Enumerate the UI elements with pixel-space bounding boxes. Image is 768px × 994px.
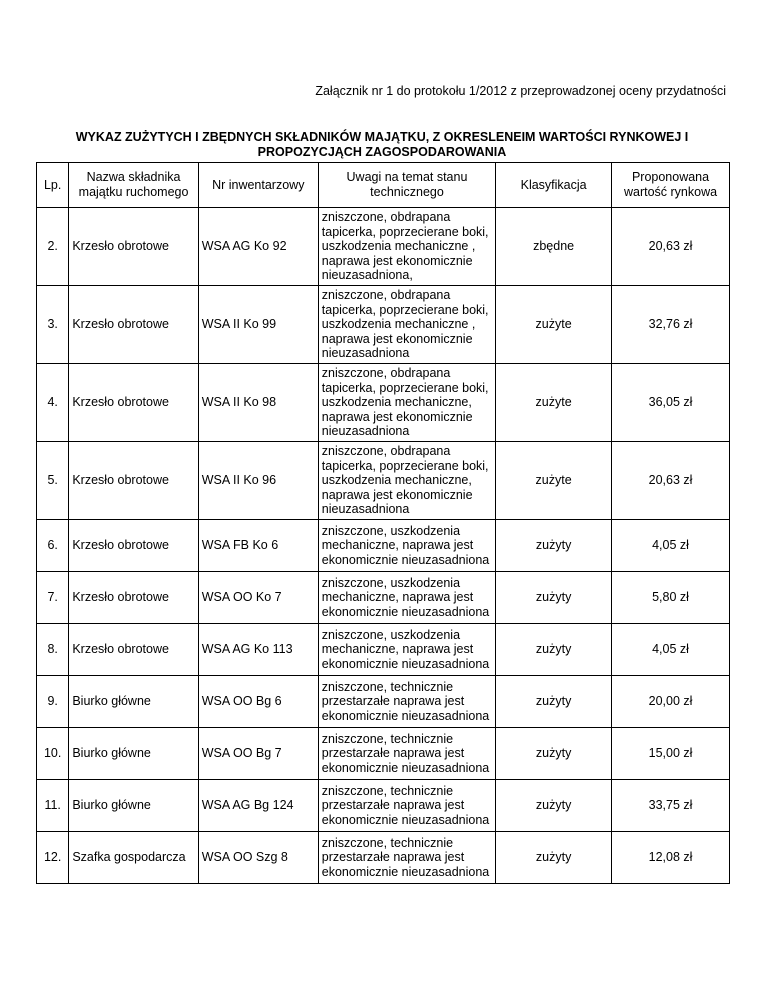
cell-notes: zniszczone, obdrapana tapicerka, poprzecierane boki, uszkodzenia mechaniczne , naprawa jest ekonomicznie nieuzasadniona, bbox=[318, 208, 495, 286]
cell-classification: zużyty bbox=[496, 832, 612, 884]
cell-value: 20,00 zł bbox=[612, 676, 730, 728]
table-row bbox=[37, 286, 730, 364]
title-line-1: WYKAZ ZUŻYTYCH I ZBĘDNYCH SKŁADNIKÓW MAJĄTKU, Z OKRESLENEIM WARTOŚCI RYNKOWEJ I bbox=[75, 130, 689, 144]
cell-notes: zniszczone, technicznie przestarzałe naprawa jest ekonomicznie nieuzasadniona bbox=[318, 780, 495, 832]
annex-note: Załącznik nr 1 do protokołu 1/2012 z przeprowadzonej oceny przydatności bbox=[315, 84, 726, 98]
cell-inventory: WSA OO Bg 6 bbox=[198, 676, 318, 728]
title-line-2: PROPOZYCJĄCH ZAGOSPODAROWANIA bbox=[257, 145, 507, 159]
cell-inventory: WSA AG Ko 113 bbox=[198, 624, 318, 676]
cell-lp: 3. bbox=[37, 286, 69, 364]
cell-name: Krzesło obrotowe bbox=[69, 364, 198, 442]
cell-name: Biurko główne bbox=[69, 728, 198, 780]
cell-inventory: WSA AG Bg 124 bbox=[198, 780, 318, 832]
header-lp: Lp. bbox=[37, 163, 69, 208]
cell-name: Biurko główne bbox=[69, 676, 198, 728]
cell-name: Krzesło obrotowe bbox=[69, 208, 198, 286]
table-row bbox=[37, 780, 730, 832]
header-value: Proponowana wartość rynkowa bbox=[612, 163, 730, 208]
cell-value: 32,76 zł bbox=[612, 286, 730, 364]
header-name: Nazwa składnika majątku ruchomego bbox=[69, 163, 198, 208]
document-title bbox=[36, 130, 728, 160]
cell-classification: zbędne bbox=[496, 208, 612, 286]
cell-inventory: WSA II Ko 96 bbox=[198, 442, 318, 520]
cell-classification: zużyty bbox=[496, 520, 612, 572]
cell-notes: zniszczone, uszkodzenia mechaniczne, naprawa jest ekonomicznie nieuzasadniona bbox=[318, 572, 495, 624]
table-row bbox=[37, 442, 730, 520]
cell-lp: 2. bbox=[37, 208, 69, 286]
cell-name: Szafka gospodarcza bbox=[69, 832, 198, 884]
table-row bbox=[37, 728, 730, 780]
cell-lp: 5. bbox=[37, 442, 69, 520]
cell-inventory: WSA OO Szg 8 bbox=[198, 832, 318, 884]
cell-classification: zużyte bbox=[496, 364, 612, 442]
header-notes: Uwagi na temat stanu technicznego bbox=[318, 163, 495, 208]
cell-notes: zniszczone, technicznie przestarzałe naprawa jest ekonomicznie nieuzasadniona bbox=[318, 728, 495, 780]
cell-name: Krzesło obrotowe bbox=[69, 442, 198, 520]
cell-value: 36,05 zł bbox=[612, 364, 730, 442]
cell-classification: zużyty bbox=[496, 624, 612, 676]
cell-notes: zniszczone, uszkodzenia mechaniczne, naprawa jest ekonomicznie nieuzasadniona bbox=[318, 520, 495, 572]
cell-classification: zużyty bbox=[496, 780, 612, 832]
cell-lp: 7. bbox=[37, 572, 69, 624]
cell-lp: 10. bbox=[37, 728, 69, 780]
table-row bbox=[37, 520, 730, 572]
cell-notes: zniszczone, obdrapana tapicerka, poprzecierane boki, uszkodzenia mechaniczne , naprawa jest ekonomicznie nieuzasadniona bbox=[318, 286, 495, 364]
cell-value: 33,75 zł bbox=[612, 780, 730, 832]
cell-value: 15,00 zł bbox=[612, 728, 730, 780]
cell-inventory: WSA OO Bg 7 bbox=[198, 728, 318, 780]
cell-notes: zniszczone, technicznie przestarzałe naprawa jest ekonomicznie nieuzasadniona bbox=[318, 676, 495, 728]
cell-notes: zniszczone, obdrapana tapicerka, poprzecierane boki, uszkodzenia mechaniczne, naprawa jest ekonomicznie nieuzasadniona bbox=[318, 364, 495, 442]
cell-name: Krzesło obrotowe bbox=[69, 286, 198, 364]
cell-name: Biurko główne bbox=[69, 780, 198, 832]
header-inventory: Nr inwentarzowy bbox=[198, 163, 318, 208]
cell-classification: zużyty bbox=[496, 676, 612, 728]
cell-value: 5,80 zł bbox=[612, 572, 730, 624]
cell-lp: 9. bbox=[37, 676, 69, 728]
cell-lp: 8. bbox=[37, 624, 69, 676]
cell-value: 4,05 zł bbox=[612, 624, 730, 676]
cell-name: Krzesło obrotowe bbox=[69, 572, 198, 624]
table-row bbox=[37, 208, 730, 286]
table-row bbox=[37, 832, 730, 884]
header-classification: Klasyfikacja bbox=[496, 163, 612, 208]
assets-table bbox=[36, 162, 730, 884]
cell-classification: zużyty bbox=[496, 728, 612, 780]
cell-notes: zniszczone, uszkodzenia mechaniczne, naprawa jest ekonomicznie nieuzasadniona bbox=[318, 624, 495, 676]
cell-classification: zużyty bbox=[496, 572, 612, 624]
table-header-row bbox=[37, 163, 730, 208]
cell-name: Krzesło obrotowe bbox=[69, 520, 198, 572]
cell-inventory: WSA II Ko 99 bbox=[198, 286, 318, 364]
cell-inventory: WSA II Ko 98 bbox=[198, 364, 318, 442]
cell-classification: zużyte bbox=[496, 442, 612, 520]
cell-value: 12,08 zł bbox=[612, 832, 730, 884]
table-row bbox=[37, 364, 730, 442]
table-row bbox=[37, 624, 730, 676]
cell-name: Krzesło obrotowe bbox=[69, 624, 198, 676]
table-row bbox=[37, 572, 730, 624]
cell-notes: zniszczone, technicznie przestarzałe naprawa jest ekonomicznie nieuzasadniona bbox=[318, 832, 495, 884]
cell-value: 20,63 zł bbox=[612, 442, 730, 520]
table-row bbox=[37, 676, 730, 728]
cell-lp: 11. bbox=[37, 780, 69, 832]
cell-value: 20,63 zł bbox=[612, 208, 730, 286]
cell-lp: 4. bbox=[37, 364, 69, 442]
cell-inventory: WSA OO Ko 7 bbox=[198, 572, 318, 624]
cell-lp: 6. bbox=[37, 520, 69, 572]
cell-lp: 12. bbox=[37, 832, 69, 884]
cell-classification: zużyte bbox=[496, 286, 612, 364]
cell-value: 4,05 zł bbox=[612, 520, 730, 572]
cell-notes: zniszczone, obdrapana tapicerka, poprzecierane boki, uszkodzenia mechaniczne, naprawa jest ekonomicznie nieuzasadniona bbox=[318, 442, 495, 520]
cell-inventory: WSA FB Ko 6 bbox=[198, 520, 318, 572]
cell-inventory: WSA AG Ko 92 bbox=[198, 208, 318, 286]
